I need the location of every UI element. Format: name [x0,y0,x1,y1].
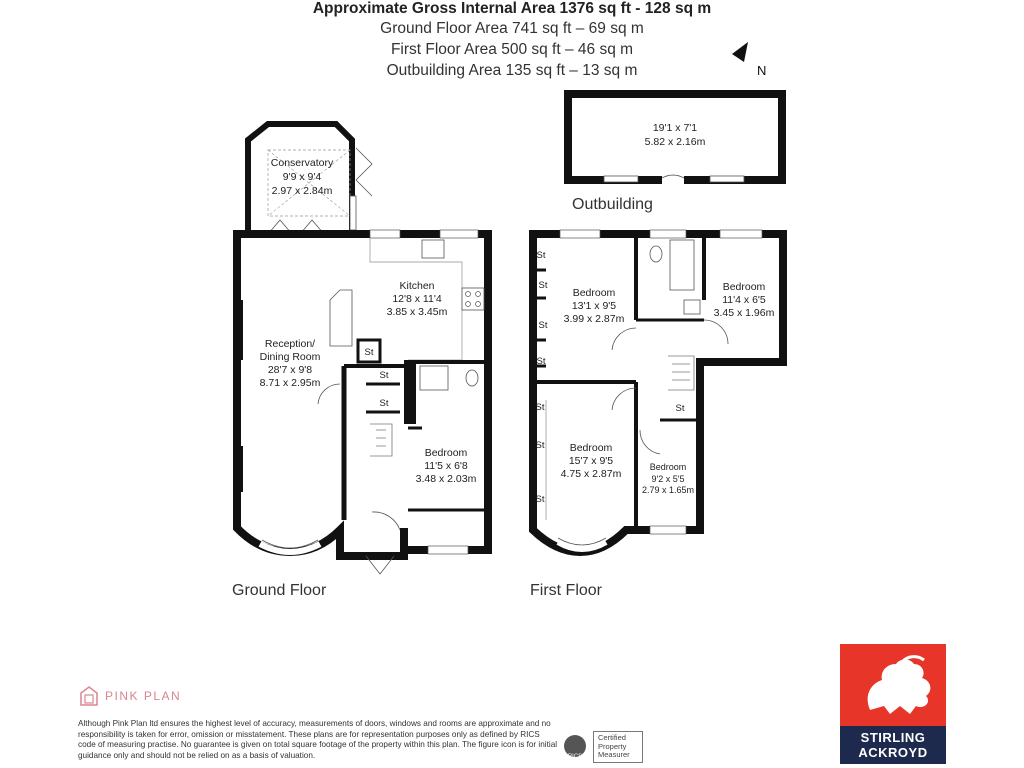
reception-metric: 8.71 x 2.95m [259,377,321,389]
first-floor-label: First Floor [530,582,602,599]
ff-bedroom4-name: Bedroom [649,462,687,472]
compass-label: N [757,63,767,78]
gf-bedroom-name: Bedroom [424,447,468,459]
stirling-ackroyd-logo [840,644,946,764]
griffin-icon [840,644,946,726]
ground-floor-area: Ground Floor Area 741 sq ft – 69 sq m [380,20,644,37]
rics-certified-text: Certified Property Measurer [593,731,643,763]
ff-bedroom3-imperial: 15'7 x 9'5 [568,455,614,467]
ff-bedroom1-name: Bedroom [572,287,616,299]
agent-name [840,726,946,764]
pink-plan-name: PINK PLAN [105,689,182,703]
ff-store-label-3: St [538,320,548,331]
outbuilding-plan [568,94,782,184]
ff-store-label-4: St [536,356,546,367]
gf-store-label-1: St [364,347,374,358]
ff-store-label-5: St [535,402,545,413]
ff-store-label-8: St [675,403,685,414]
kitchen-metric: 3.85 x 3.45m [386,306,448,318]
ff-bedroom1-imperial: 13'1 x 9'5 [571,300,617,312]
ground-floor-plan [237,124,488,574]
gf-bedroom-imperial: 11'5 x 6'8 [424,460,468,472]
ff-bedroom2-name: Bedroom [722,281,766,293]
reception-name-2: Dining Room [259,351,321,363]
north-compass-icon [732,42,766,78]
rics-logo-text: RICS [567,753,583,760]
ff-bedroom2-metric: 3.45 x 1.96m [713,307,775,319]
gf-store-label-3: St [379,398,389,409]
ff-bedroom3-name: Bedroom [569,442,613,454]
reception-name-1: Reception/ [264,338,316,350]
agent-name-line2: ACKROYD [858,745,928,760]
griffin-emblem [840,644,946,726]
first-floor-plan [533,230,783,552]
ff-bedroom4-metric: 2.79 x 1.65m [641,485,695,495]
gross-area-title: Approximate Gross Internal Area 1376 sq ft - 128 sq m [312,0,712,17]
pink-plan-brand [79,685,181,707]
kitchen-name: Kitchen [399,280,435,292]
kitchen-imperial: 12'8 x 11'4 [392,293,442,305]
rics-badge [562,731,643,763]
outbuilding-dim-imperial: 19'1 x 7'1 [652,122,698,134]
ff-bedroom1-metric: 3.99 x 2.87m [563,313,625,325]
ff-store-label-7: St [535,494,545,505]
gf-store-label-2: St [379,370,389,381]
reception-imperial: 28'7 x 9'8 [267,364,313,376]
conservatory-name: Conservatory [270,157,334,169]
disclaimer-text: Although Pink Plan ltd ensures the highest level of accuracy, measurements of doors, windows and rooms are approximate and no responsibility is taken for error, omission or misstatement. These plans are for representation purposes only as defined by RICS code of measuring practise. No guarantee is given on total square footage of the property within this plan. The figure icon is for initial guidance only and should not be relied on as a basis of valuation. [78,719,558,760]
ff-bedroom2-imperial: 11'4 x 6'5 [722,294,766,306]
agent-name-line1: STIRLING [860,730,926,745]
outbuilding-label: Outbuilding [572,196,653,213]
gf-bedroom-metric: 3.48 x 2.03m [415,473,477,485]
ground-floor-label: Ground Floor [232,582,327,599]
ff-bedroom4-imperial: 9'2 x 5'5 [651,474,685,484]
first-floor-area: First Floor Area 500 sq ft – 46 sq m [390,41,634,58]
ff-store-label-1: St [536,250,546,261]
rics-logo-icon [562,734,588,760]
conservatory-metric: 2.97 x 2.84m [271,185,333,197]
outbuilding-area: Outbuilding Area 135 sq ft – 13 sq m [386,62,638,79]
ff-store-label-6: St [535,440,545,451]
outbuilding-dim-metric: 5.82 x 2.16m [644,136,706,148]
conservatory-imperial: 9'9 x 9'4 [282,171,322,183]
ff-bedroom3-metric: 4.75 x 2.87m [560,468,622,480]
pink-plan-house-icon [79,685,99,707]
ff-store-label-2: St [538,280,548,291]
